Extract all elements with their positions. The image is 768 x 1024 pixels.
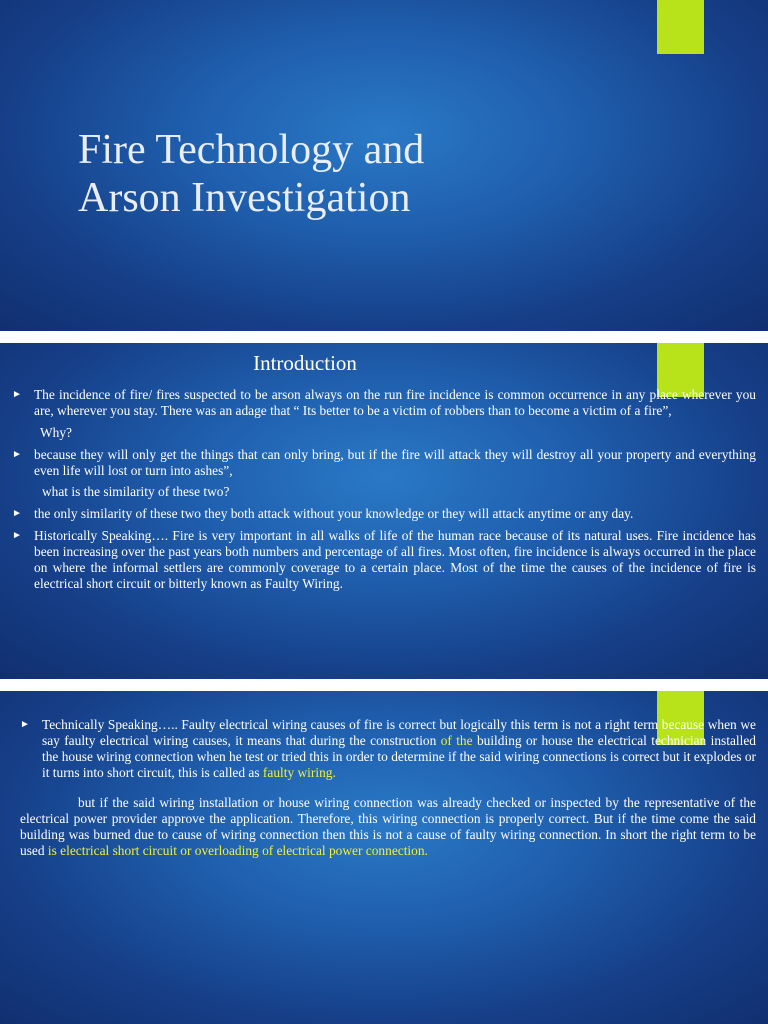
bullet-item	[12, 528, 756, 592]
question-similarity: what is the similarity of these two?	[42, 484, 230, 499]
accent-bar	[657, 0, 704, 54]
slide-body	[12, 387, 756, 592]
text-run: but if the said wiring installation or house wiring connection was already checked or inspected by the representative of the electrical power provider approve the application. Therefore, this wiring connection is properly correct. But if the time come the said building was burned due to cause of wiring connection then this is not a cause of faulty wiring connection. In short the right term to be used	[20, 795, 756, 858]
bullet-arrow-icon: ►	[20, 719, 30, 730]
bullet-text: Historically Speaking…. Fire is very important in all walks of life of the human race because of its natural uses. Fire incidence has been increasing over the past years both numbers and percentage of all fires. Most often, fire incidence is always occurred in the place on where the informal settlers are commonly coverage to a certain place. Most of the time the causes of the incidence of fire is electrical short circuit or bitterly known as Faulty Wiring.	[34, 528, 756, 591]
introduction-slide	[0, 343, 768, 679]
technical-slide	[0, 691, 768, 1024]
question-why: Why?	[40, 425, 72, 440]
title-slide	[0, 0, 768, 331]
text-run: Technically Speaking….. Faulty electrical wiring causes of fire is correct but logically this term is not a right term because when we say faulty electrical wiring causes, it means that during the construction	[42, 717, 756, 748]
bullet-text	[42, 717, 756, 781]
bullet-item	[12, 447, 756, 479]
text-run: building or house the electrical technician installed the house wiring connection when he test or tried this in order to determine if the said wiring connections is correct but it explodes or it turns into short circuit, this is called as	[42, 733, 756, 780]
bullet-arrow-icon: ►	[12, 449, 22, 460]
highlighted-text: is electrical short circuit or overloading of electrical power connection	[47, 843, 425, 858]
text-run: .	[424, 843, 428, 858]
highlighted-text: of the	[440, 733, 473, 748]
bullet-item	[20, 717, 756, 781]
bullet-text: because they will only get the things that can only bring, but if the fire will attack they will destroy all your property and everything even life will lost or turn into ashes”,	[34, 447, 756, 478]
bullet-text: The incidence of fire/ fires suspected to be arson always on the run fire incidence is common occurrence in any place wherever you are, wherever you stay. There was an adage that “ Its better to be a victim of robbers than to become a victim of a fire”,	[34, 387, 756, 418]
paragraph	[20, 795, 756, 859]
bullet-text: the only similarity of these two they both attack without your knowledge or they will attack anytime or any day.	[34, 506, 634, 521]
slide-title	[78, 126, 638, 222]
slide-heading: Introduction	[253, 351, 357, 375]
bullet-arrow-icon: ►	[12, 530, 22, 541]
bullet-item	[12, 387, 756, 419]
slide-body	[20, 717, 756, 859]
title-line-1: Fire Technology and	[78, 127, 425, 173]
highlighted-text: faulty wiring.	[262, 765, 336, 780]
title-line-2: Arson Investigation	[78, 175, 411, 221]
bullet-item	[12, 506, 756, 522]
bullet-arrow-icon: ►	[12, 389, 22, 400]
bullet-arrow-icon: ►	[12, 508, 22, 519]
